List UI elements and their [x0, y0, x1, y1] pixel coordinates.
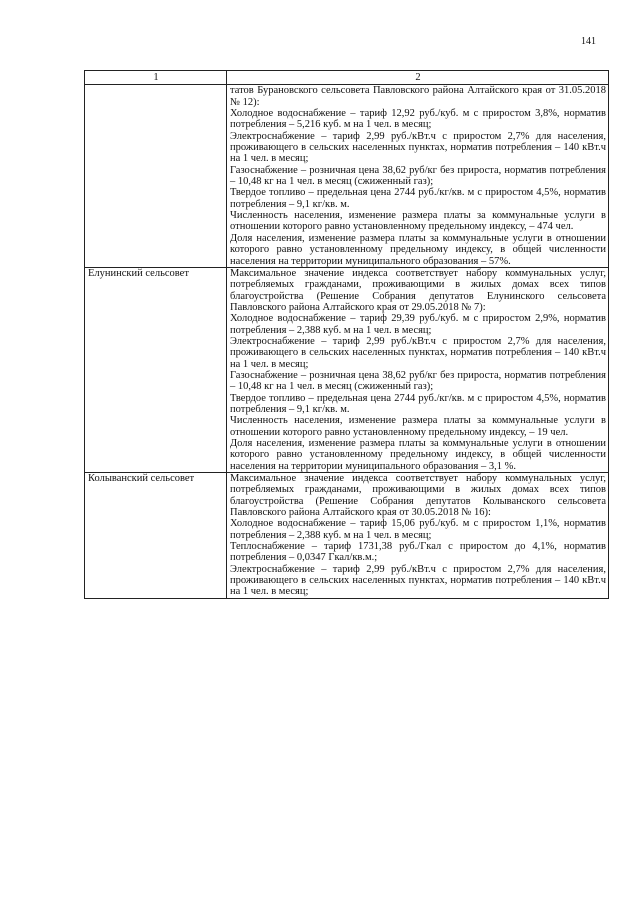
paragraph: Холодное водоснабжение – тариф 12,92 руб./куб. м с приростом 3,8%, норматив потребления – 5,216 куб. м на 1 чел. в месяц;	[230, 108, 606, 131]
region-name: Колыванский сельсовет	[85, 473, 227, 599]
paragraph: Доля населения, изменение размера платы за коммунальные услуги в отношении которого равно установленному предельному индексу, в общей численности населения на территории муниципального образования – 57%.	[230, 232, 606, 267]
paragraph: Холодное водоснабжение – тариф 29,39 руб./куб. м с приростом 2,9%, норматив потребления – 2,388 куб. м на 1 чел. в месяц;	[230, 313, 606, 336]
paragraph: Доля населения, изменение размера платы за коммунальные услуги в отношении которого равно установленному предельному индексу, в общей численности населения на территории муниципального образования – 3,1 %.	[230, 438, 606, 472]
table-row	[85, 473, 609, 599]
region-name	[85, 85, 227, 268]
tariff-description	[227, 267, 609, 472]
paragraph: Численность населения, изменение размера платы за коммунальные услуги в отношении которого равно установленному предельному индексу, – 19 чел.	[230, 415, 606, 438]
paragraph: Максимальное значение индекса соответствует набору коммунальных услуг, потребляемых гражданами, проживающими в жилых домах всех типов благоустройства (Решение Собрания депутатов Колыванского сельсовета Павловского района Алтайского края от 30.05.2018 № 16):	[230, 473, 606, 519]
paragraph: Твердое топливо – предельная цена 2744 руб./кг/кв. м с приростом 4,5%, норматив потребления – 9,1 кг/кв. м.	[230, 187, 606, 210]
paragraph: Численность населения, изменение размера платы за коммунальные услуги в отношении которого равно установленному предельному индексу, – 474 чел.	[230, 210, 606, 233]
paragraph: Газоснабжение – розничная цена 38,62 руб/кг без прироста, норматив потребления – 10,48 кг на 1 чел. в месяц (сжиженный газ);	[230, 369, 606, 393]
tariff-table	[84, 70, 609, 599]
table-row	[85, 267, 609, 472]
paragraph: Газоснабжение – розничная цена 38,62 руб/кг без прироста, норматив потребления – 10,48 кг на 1 чел. в месяц (сжиженный газ);	[230, 164, 606, 188]
paragraph: Твердое топливо – предельная цена 2744 руб./кг/кв. м с приростом 4,5%, норматив потребления – 9,1 кг/кв. м.	[230, 392, 606, 415]
tariff-description	[227, 85, 609, 268]
column-header-2: 2	[227, 71, 609, 85]
paragraph: Электроснабжение – тариф 2,99 руб./кВт.ч с приростом 2,7% для населения, проживающего в сельских населенных пунктах, норматив потребления – 140 кВт.ч на 1 чел. в месяц;	[230, 130, 606, 165]
column-header-1: 1	[85, 71, 227, 85]
paragraph: Холодное водоснабжение – тариф 15,06 руб./куб. м с приростом 1,1%, норматив потребления – 2,388 куб. м на 1 чел. в месяц;	[230, 518, 606, 541]
paragraph: Электроснабжение – тариф 2,99 руб./кВт.ч с приростом 2,7% для населения, проживающего в сельских населенных пунктах, норматив потребления – 140 кВт.ч на 1 чел. в месяц;	[230, 335, 606, 370]
paragraph: татов Бурановского сельсовета Павловского района Алтайского края от 31.05.2018 № 12):	[230, 85, 606, 108]
table-header-row	[85, 71, 609, 85]
paragraph: Максимальное значение индекса соответствует набору коммунальных услуг, потребляемых гражданами, проживающими в жилых домах всех типов благоустройства (Решение Собрания депутатов Елунинского сельсовета Павловского района Алтайского края от 29.05.2018 № 7):	[230, 267, 606, 313]
page-number: 141	[581, 36, 596, 47]
region-name: Елунинский сельсовет	[85, 267, 227, 472]
table-row	[85, 85, 609, 268]
paragraph: Теплоснабжение – тариф 1731,38 руб./Гкал с приростом до 4,1%, норматив потребления – 0,0347 Гкал/кв.м.;	[230, 541, 606, 564]
tariff-description	[227, 473, 609, 599]
paragraph: Электроснабжение – тариф 2,99 руб./кВт.ч с приростом 2,7% для населения, проживающего в сельских населенных пунктах, норматив потребления – 140 кВт.ч на 1 чел. в месяц;	[230, 563, 606, 598]
